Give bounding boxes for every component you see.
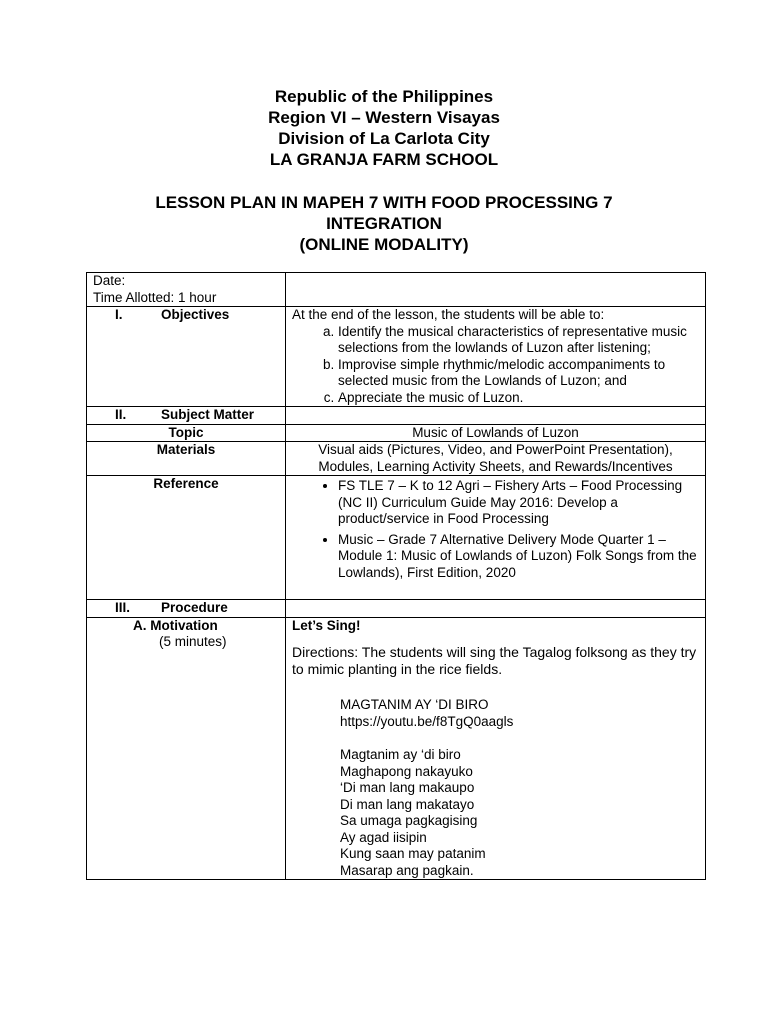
subject-matter-number: II. bbox=[115, 407, 127, 422]
date-time-value-cell bbox=[286, 273, 706, 307]
table-row bbox=[87, 307, 706, 407]
subject-matter-label: Subject Matter bbox=[161, 407, 255, 422]
song-title: MAGTANIM AY ‘DI BIRO bbox=[340, 697, 489, 712]
procedure-content-cell bbox=[286, 600, 706, 618]
subject-matter-content-cell bbox=[286, 407, 706, 425]
motivation-content-cell bbox=[286, 617, 706, 880]
topic-value: Music of Lowlands of Luzon bbox=[286, 424, 706, 442]
lyric-line: Magtanim ay ‘di biro bbox=[340, 747, 461, 762]
subject-matter-label-cell bbox=[87, 407, 286, 425]
table-row bbox=[87, 476, 706, 600]
lyric-line: ‘Di man lang makaupo bbox=[340, 780, 475, 795]
header-line-3: Division of La Carlota City bbox=[278, 129, 490, 148]
reference-content-cell bbox=[286, 476, 706, 600]
lesson-plan-table bbox=[86, 272, 706, 880]
objectives-list bbox=[292, 324, 699, 407]
list-item: • Music – Grade 7 Alternative Delivery Mode Quarter 1 – Module 1: Music of Lowlands of Luzon) Folk Songs from the Lowlands), First Edition, 2020 bbox=[338, 532, 699, 582]
song-link: https://youtu.be/f8TgQ0aagls bbox=[340, 713, 514, 729]
lyric-line: Di man lang makatayo bbox=[340, 796, 475, 812]
subject-matter-heading bbox=[93, 407, 279, 424]
table-row bbox=[87, 407, 706, 425]
title-line-3: (ONLINE MODALITY) bbox=[299, 235, 469, 254]
lyric-line: Ay agad iisipin bbox=[340, 829, 427, 845]
list-item: a. Identify the musical characteristics of representative music selections from the lowlands of Luzon after listening; bbox=[338, 324, 699, 357]
objectives-heading bbox=[93, 307, 279, 324]
time-allotted: Time Allotted: 1 hour bbox=[93, 289, 217, 305]
objectives-content-cell bbox=[286, 307, 706, 407]
table-row bbox=[87, 273, 706, 307]
procedure-label: Procedure bbox=[161, 600, 228, 615]
title-line-2: INTEGRATION bbox=[326, 214, 442, 233]
materials-label: Materials bbox=[87, 442, 286, 476]
reference-label: Reference bbox=[87, 476, 286, 600]
topic-label: Topic bbox=[87, 424, 286, 442]
table-row bbox=[87, 600, 706, 618]
table-row bbox=[87, 617, 706, 880]
objectives-label: Objectives bbox=[161, 307, 230, 322]
activity-title: Let’s Sing! bbox=[292, 617, 361, 633]
date-label: Date: bbox=[93, 273, 126, 288]
objectives-intro: At the end of the lesson, the students will be able to: bbox=[292, 307, 605, 322]
objectives-label-cell bbox=[87, 307, 286, 407]
procedure-label-cell bbox=[87, 600, 286, 618]
lesson-plan-title bbox=[110, 192, 658, 255]
date-time-cell bbox=[87, 273, 286, 307]
directions-text: Directions: The students will sing the Tagalog folksong as they try to mimic planting in the rice fields. bbox=[292, 644, 697, 677]
materials-value: Visual aids (Pictures, Video, and PowerPoint Presentation), Modules, Learning Activity Sheets, and Rewards/Incentives bbox=[286, 442, 706, 476]
table-row bbox=[87, 442, 706, 476]
motivation-label: A. Motivation bbox=[133, 617, 218, 633]
header-line-2: Region VI – Western Visayas bbox=[268, 108, 500, 127]
motivation-label-cell bbox=[87, 617, 286, 880]
procedure-heading bbox=[93, 600, 279, 617]
reference-list bbox=[292, 478, 699, 581]
list-item: • FS TLE 7 – K to 12 Agri – Fishery Arts – Food Processing (NC II) Curriculum Guide May 2016: Develop a product/service in Food Processing bbox=[338, 478, 699, 528]
list-item: c. Appreciate the music of Luzon. bbox=[338, 390, 699, 407]
lyric-line: Sa umaga pagkagising bbox=[340, 813, 478, 828]
lyric-line: Masarap ang pagkain. bbox=[340, 862, 474, 878]
lyric-line: Maghapong nakayuko bbox=[340, 763, 473, 779]
list-item: b. Improvise simple rhythmic/melodic accompaniments to selected music from the Lowlands of Luzon; and bbox=[338, 357, 699, 390]
lyric-line: Kung saan may patanim bbox=[340, 846, 486, 861]
header-line-1: Republic of the Philippines bbox=[274, 87, 494, 106]
objectives-number: I. bbox=[115, 307, 123, 322]
motivation-time: (5 minutes) bbox=[159, 634, 227, 649]
table-row bbox=[87, 424, 706, 442]
header-line-4: LA GRANJA FARM SCHOOL bbox=[269, 150, 499, 169]
school-header bbox=[0, 86, 768, 170]
title-line-1: LESSON PLAN IN MAPEH 7 WITH FOOD PROCESSING 7 bbox=[155, 193, 613, 212]
procedure-number: III. bbox=[115, 600, 131, 615]
